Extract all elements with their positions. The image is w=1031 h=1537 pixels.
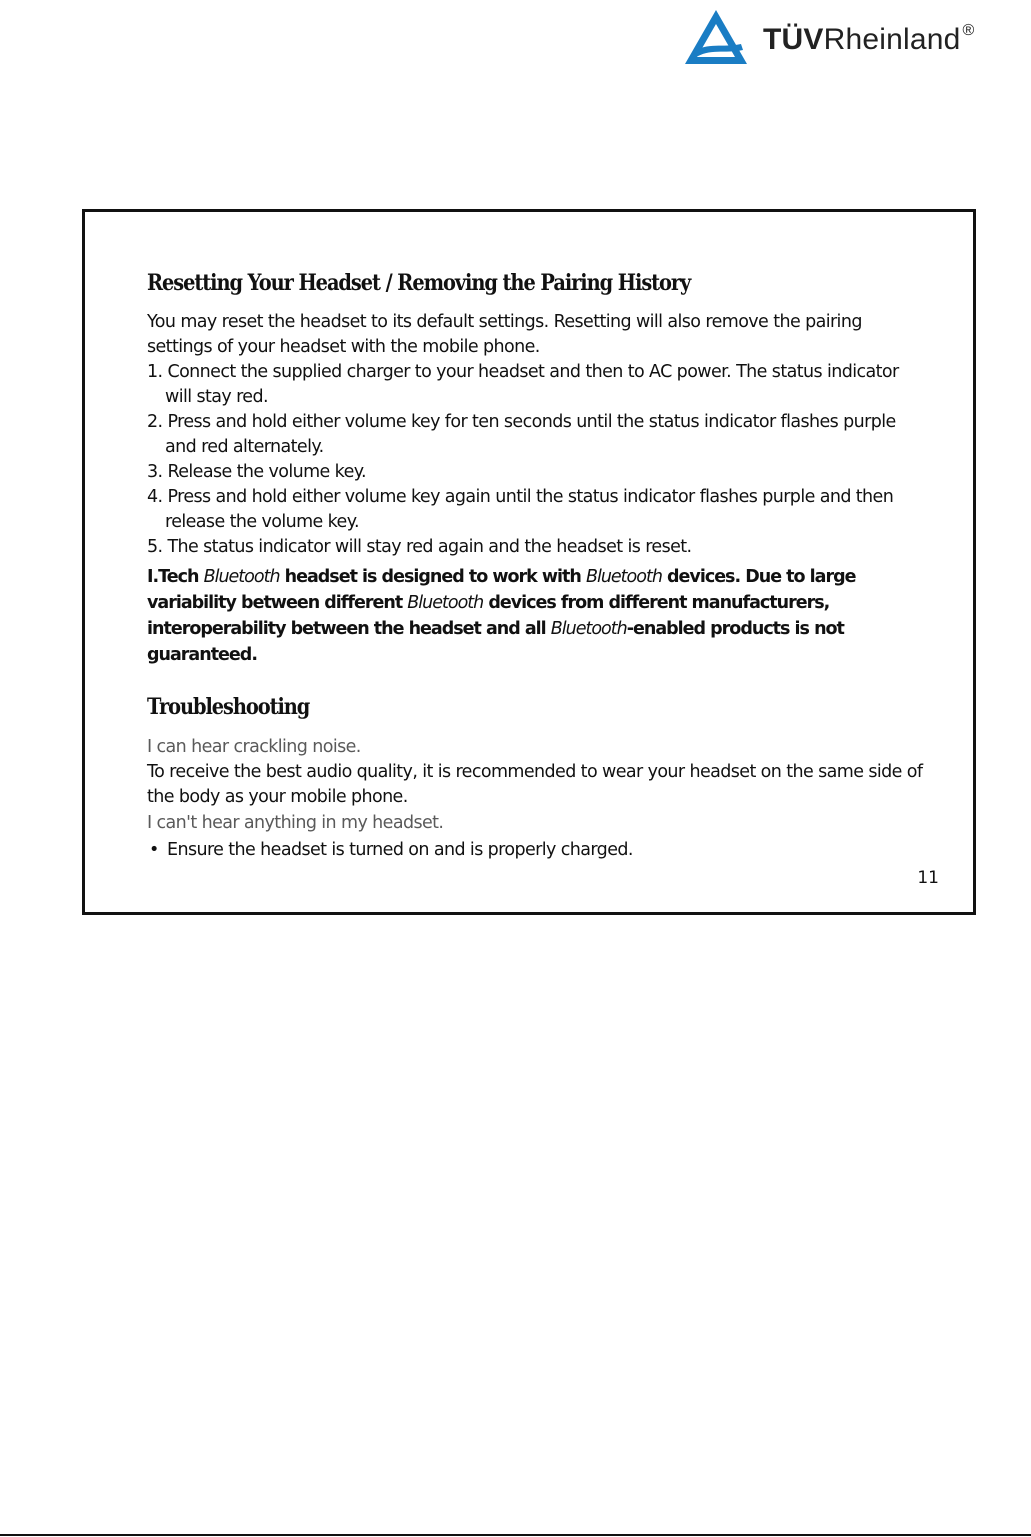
reset-step-2: 2. Press and hold either volume key for ten seconds until the status indicator flashes purple and red alternately. [147, 412, 896, 457]
section-title-reset: Resetting Your Headset / Removing the Pairing History [147, 270, 691, 296]
troubleshoot-answer-1: To receive the best audio quality, it is recommended to wear your headset on the same side of the body as your mobile phone. [147, 762, 923, 807]
reset-step-4: 4. Press and hold either volume key again until the status indicator flashes purple and then release the volume key. [147, 487, 894, 532]
reset-intro: You may reset the headset to its default settings. Resetting will also remove the pairing settings of your headset with the mobile phone. [147, 312, 862, 357]
page-number: 11 [917, 868, 939, 888]
manual-page-content [147, 270, 927, 864]
troubleshoot-bullet-1: • Ensure the headset is turned on and is properly charged. [147, 836, 927, 864]
footer-divider [0, 1534, 1031, 1536]
tuv-triangle-logo-icon [683, 8, 749, 66]
section-title-troubleshooting: Troubleshooting [147, 694, 310, 720]
troubleshoot-question-2: I can't hear anything in my headset. [147, 813, 444, 833]
manual-page-frame [82, 209, 976, 915]
troubleshoot-question-1: I can hear crackling noise. [147, 737, 361, 757]
interoperability-notice: I.Tech Bluetooth headset is designed to work with Bluetooth devices. Due to large variability between different Bluetooth devices from different manufacturers, interoperability between the headset and all Bluetooth-enabled products is not guaranteed. [147, 567, 856, 665]
reset-step-3: 3. Release the volume key. [147, 462, 366, 482]
tuv-rheinland-logo [683, 8, 1013, 68]
reset-step-5: 5. The status indicator will stay red again and the headset is reset. [147, 537, 692, 557]
brand-name: TÜVRheinland ® [763, 22, 975, 56]
reset-step-1: 1. Connect the supplied charger to your headset and then to AC power. The status indicator will stay red. [147, 362, 899, 407]
